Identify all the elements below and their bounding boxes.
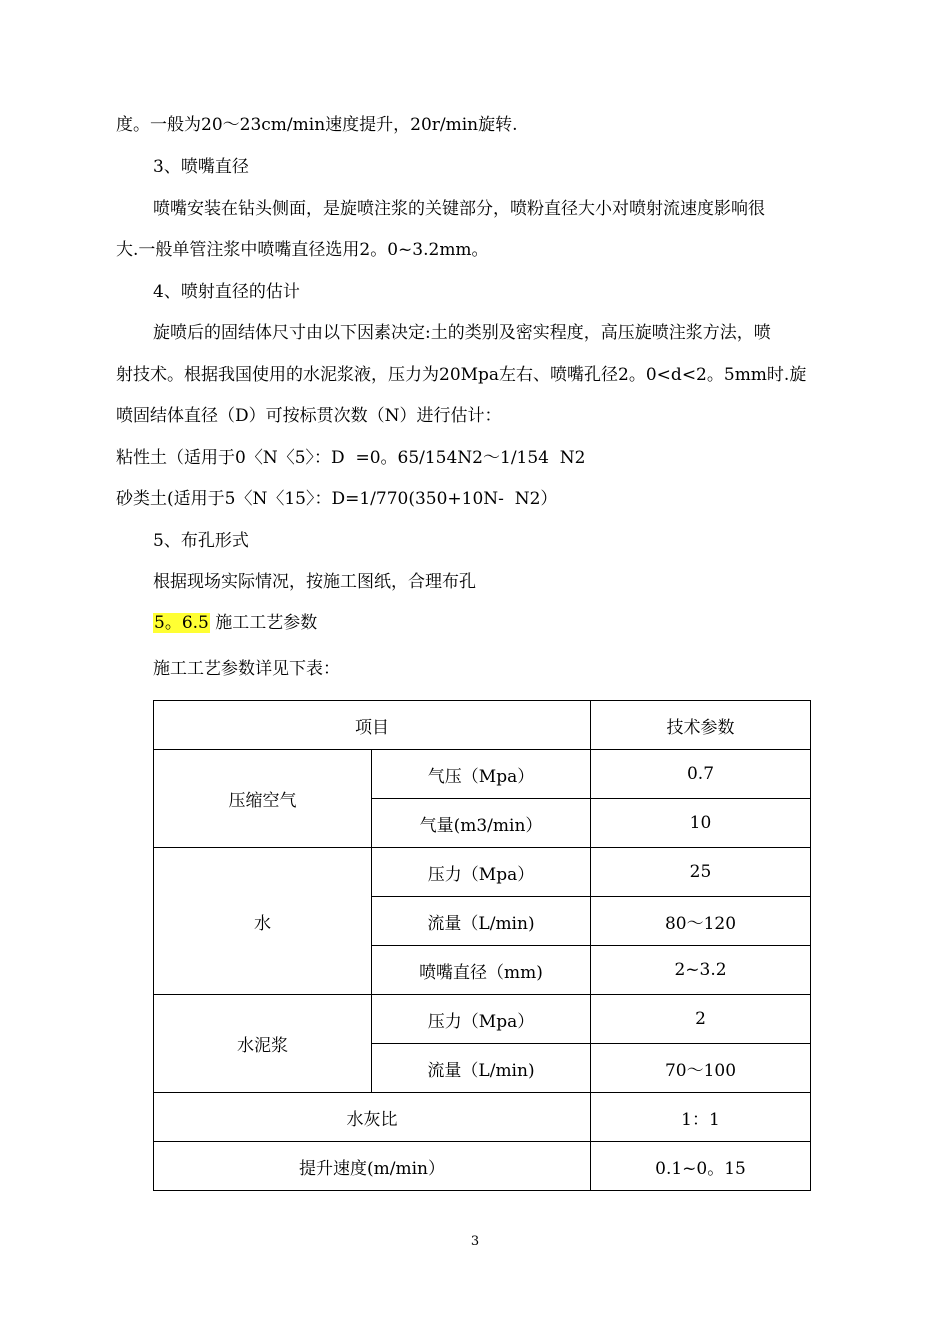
table-row xyxy=(154,848,811,897)
value-cell: 2~3.2 xyxy=(591,946,811,995)
subheading-hole-layout: 5、布孔形式 xyxy=(153,531,249,551)
paragraph-line: 射技术。根据我国使用的水泥浆液，压力为20Mpa左右、喷嘴孔径2。0<d<2。5mm时.旋 xyxy=(116,365,807,385)
param-cell: 流量（L/min) xyxy=(372,1044,591,1093)
value-cell: 80～120 xyxy=(591,897,811,946)
table-row xyxy=(154,995,811,1044)
page-number: 3 xyxy=(470,1234,480,1249)
value-cell: 70～100 xyxy=(591,1044,811,1093)
table-row xyxy=(154,1093,811,1142)
paragraph-line: 根据现场实际情况，按施工图纸，合理布孔 xyxy=(153,572,476,592)
formula-sand: 砂类土(适用于5〈N〈15〉：D=1/770(350+10N- N2） xyxy=(116,489,558,509)
group-water: 水 xyxy=(154,848,372,995)
group-cement-slurry: 水泥浆 xyxy=(154,995,372,1093)
paragraph-line: 旋喷后的固结体尺寸由以下因素决定:土的类别及密实程度，高压旋喷注浆方法，喷 xyxy=(153,323,771,343)
value-cell: 0.1~0。15 xyxy=(591,1142,811,1191)
formula-clay: 粘性土（适用于0〈N〈5〉：D =0。65/154N2～1/154 N2 xyxy=(116,448,586,468)
param-cell: 压力（Mpa） xyxy=(372,995,591,1044)
value-cell: 1：1 xyxy=(591,1093,811,1142)
section-number: 5。6.5 xyxy=(154,613,209,633)
param-cell: 气量(m3/min） xyxy=(372,799,591,848)
paragraph-line: 度。一般为20～23cm/min速度提升，20r/min旋转. xyxy=(116,115,518,135)
value-cell: 25 xyxy=(591,848,811,897)
subheading-jet-diameter: 4、喷射直径的估计 xyxy=(153,282,300,302)
param-cell: 压力（Mpa） xyxy=(372,848,591,897)
section-heading xyxy=(153,611,317,635)
paragraph-line: 喷固结体直径（D）可按标贯次数（N）进行估计： xyxy=(116,406,502,426)
table-row xyxy=(154,1142,811,1191)
section-title: 施工工艺参数 xyxy=(215,613,318,633)
value-cell: 10 xyxy=(591,799,811,848)
value-cell: 2 xyxy=(591,995,811,1044)
table-header-row xyxy=(154,701,811,750)
param-lift-speed: 提升速度(m/min） xyxy=(154,1142,591,1191)
parameters-table xyxy=(153,700,811,1191)
header-item: 项目 xyxy=(154,701,591,750)
subheading-nozzle-diameter: 3、喷嘴直径 xyxy=(153,157,249,177)
header-value: 技术参数 xyxy=(591,701,811,750)
value-cell: 0.7 xyxy=(591,750,811,799)
param-cell: 流量（L/min) xyxy=(372,897,591,946)
paragraph-line: 大.一般单管注浆中喷嘴直径选用2。0~3.2mm。 xyxy=(116,240,489,260)
group-compressed-air: 压缩空气 xyxy=(154,750,372,848)
param-cell: 气压（Mpa） xyxy=(372,750,591,799)
table-intro: 施工工艺参数详见下表： xyxy=(153,659,340,679)
paragraph-line: 喷嘴安装在钻头侧面，是旋喷注浆的关键部分，喷粉直径大小对喷射流速度影响很 xyxy=(153,199,765,219)
table-row xyxy=(154,750,811,799)
param-water-cement-ratio: 水灰比 xyxy=(154,1093,591,1142)
param-cell: 喷嘴直径（mm) xyxy=(372,946,591,995)
